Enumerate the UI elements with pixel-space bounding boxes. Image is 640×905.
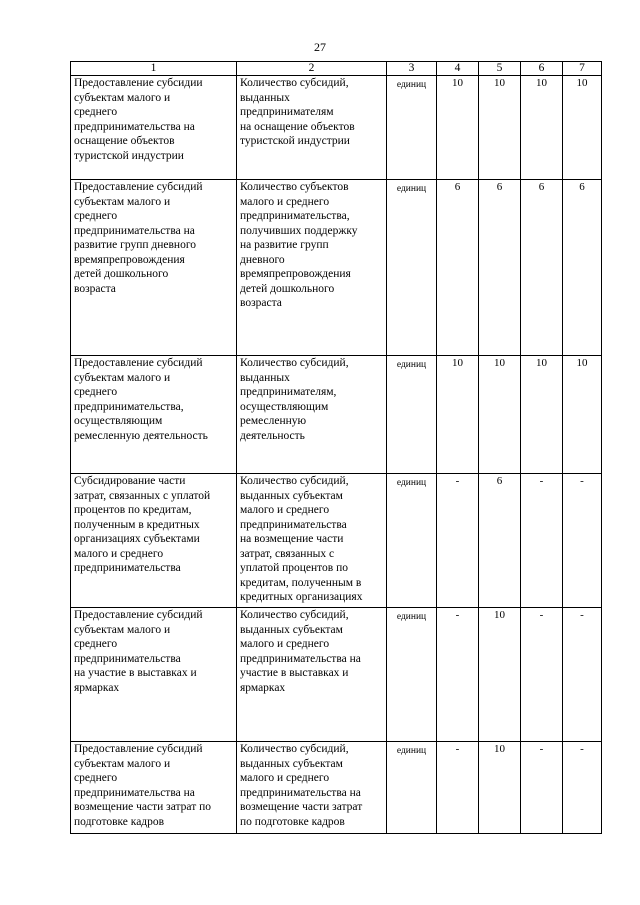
table-row <box>71 608 602 742</box>
value-cell: 10 <box>521 76 563 180</box>
value-cell: 10 <box>563 356 602 474</box>
column-header: 6 <box>521 62 563 76</box>
table-header-row <box>71 62 602 76</box>
indicator-cell: Количество субсидий, выданных субъектам малого и среднего предпринимательства на участие в выставках и ярмарках <box>237 608 387 742</box>
table-row <box>71 356 602 474</box>
unit-cell: единиц <box>387 356 437 474</box>
column-header: 7 <box>563 62 602 76</box>
column-header: 5 <box>479 62 521 76</box>
value-cell: 10 <box>479 608 521 742</box>
unit-cell: единиц <box>387 474 437 608</box>
value-cell: 10 <box>437 76 479 180</box>
value-cell: - <box>437 608 479 742</box>
value-cell: 10 <box>479 76 521 180</box>
value-cell: 10 <box>521 356 563 474</box>
value-cell: - <box>563 608 602 742</box>
value-cell: 10 <box>479 742 521 834</box>
unit-cell: единиц <box>387 76 437 180</box>
column-header: 2 <box>237 62 387 76</box>
event-cell: Предоставление субсидии субъектам малого и среднего предпринимательства на оснащение объектов туристской индустрии <box>71 76 237 180</box>
value-cell: 6 <box>563 180 602 356</box>
value-cell: 10 <box>479 356 521 474</box>
page-number: 27 <box>314 40 326 54</box>
value-cell: - <box>437 474 479 608</box>
unit-cell: единиц <box>387 180 437 356</box>
unit-cell: единиц <box>387 608 437 742</box>
table-row <box>71 76 602 180</box>
table-row <box>71 742 602 834</box>
value-cell: 6 <box>437 180 479 356</box>
value-cell: - <box>521 608 563 742</box>
indicators-table <box>70 61 602 834</box>
column-header: 3 <box>387 62 437 76</box>
indicator-cell: Количество субсидий, выданных предпринимателям на оснащение объектов туристской индустрии <box>237 76 387 180</box>
column-header: 1 <box>71 62 237 76</box>
unit-cell: единиц <box>387 742 437 834</box>
value-cell: 10 <box>563 76 602 180</box>
table-row <box>71 474 602 608</box>
indicator-cell: Количество субсидий, выданных предпринимателям, осуществляющим ремесленную деятельность <box>237 356 387 474</box>
value-cell: 6 <box>479 474 521 608</box>
event-cell: Предоставление субсидий субъектам малого и среднего предпринимательства, осуществляющим ремесленную деятельность <box>71 356 237 474</box>
value-cell: 6 <box>479 180 521 356</box>
event-cell: Предоставление субсидий субъектам малого и среднего предпринимательства на развитие групп дневного времяпрепровождения детей дошкольного возраста <box>71 180 237 356</box>
indicator-cell: Количество субсидий, выданных субъектам малого и среднего предпринимательства на возмещение части затрат, связанных с уплатой процентов по кредитам, полученным в кредитных организациях <box>237 474 387 608</box>
value-cell: - <box>563 742 602 834</box>
indicator-cell: Количество субъектов малого и среднего предпринимательства, получивших поддержку на развитие групп дневного времяпрепровождения детей дошкольного возраста <box>237 180 387 356</box>
column-header: 4 <box>437 62 479 76</box>
value-cell: 10 <box>437 356 479 474</box>
value-cell: - <box>521 742 563 834</box>
event-cell: Предоставление субсидий субъектам малого и среднего предпринимательства на участие в выставках и ярмарках <box>71 608 237 742</box>
value-cell: - <box>521 474 563 608</box>
value-cell: - <box>563 474 602 608</box>
indicator-cell: Количество субсидий, выданных субъектам малого и среднего предпринимательства на возмещение части затрат по подготовке кадров <box>237 742 387 834</box>
event-cell: Субсидирование части затрат, связанных с уплатой процентов по кредитам, полученным в кредитных организациях субъектами малого и среднего предпринимательства <box>71 474 237 608</box>
value-cell: 6 <box>521 180 563 356</box>
event-cell: Предоставление субсидий субъектам малого и среднего предпринимательства на возмещение части затрат по подготовке кадров <box>71 742 237 834</box>
table-row <box>71 180 602 356</box>
value-cell: - <box>437 742 479 834</box>
